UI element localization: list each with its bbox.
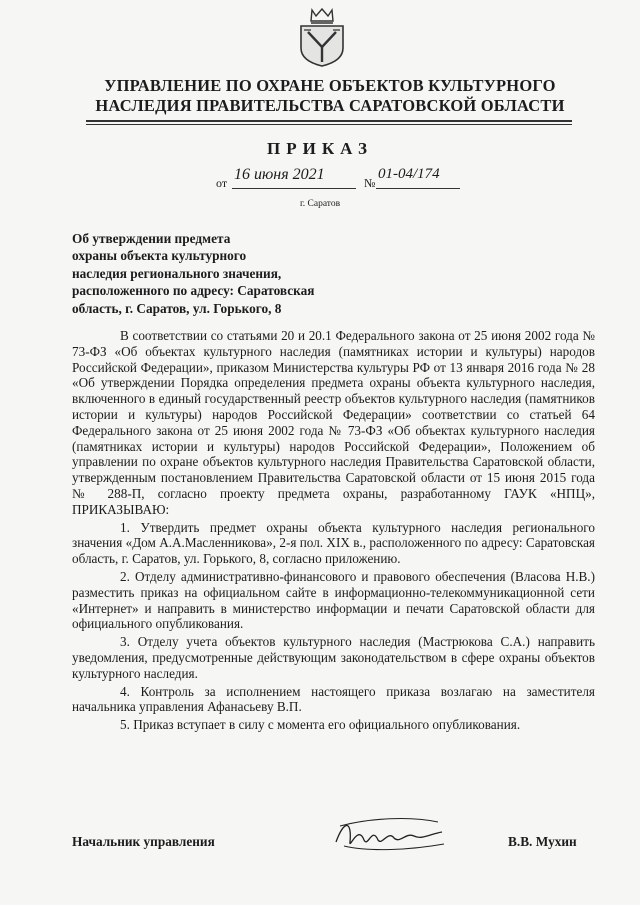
header-rule-thick — [86, 120, 572, 122]
organization-name-line-2: НАСЛЕДИЯ ПРАВИТЕЛЬСТВА САРАТОВСКОЙ ОБЛАСТИ — [95, 96, 565, 115]
preamble-paragraph: В соответствии со статьями 20 и 20.1 Федерального закона от 25 июня 2002 года № 73-ФЗ «Об объектах культурного наследия (памятниках истории и культуры) народов Российской Федерации», приказом Министерства культуры РФ от 13 января 2016 года № 28 «Об утверждении Порядка определения предмета охраны объекта культурного наследия, включенного в единый государственный реестр объектов культурного наследия (памятников истории и культуры) народов Российской Федерации» соответствии со статьей 64 Федерального закона от 25 июня 2002 года № 73-ФЗ «Об объектах культурного наследия (памятниках истории и культуры) народов Российской Федерации», Положением об управлении по охране объектов культурного наследия Правительства Саратовской области, утвержденным постановлением Правительства Саратовской области от 15 июня 2015 года № 288-П, согласно проекту предмета охраны, разработанному ГАУК «НПЦ», ПРИКАЗЫВАЮ: — [72, 328, 595, 517]
organization-name-line-1: УПРАВЛЕНИЕ ПО ОХРАНЕ ОБЪЕКТОВ КУЛЬТУРНОГО — [104, 76, 556, 95]
order-date-number-line — [214, 168, 474, 194]
organization-name — [60, 76, 600, 116]
subject-line: расположенного по адресу: Саратовская — [72, 283, 315, 299]
order-subject — [72, 230, 412, 317]
saratov-emblem-icon — [295, 6, 349, 68]
number-underline — [376, 188, 460, 189]
document-title: ПРИКАЗ — [267, 139, 373, 158]
order-body — [72, 328, 595, 735]
order-item-1: 1. Утвердить предмет охраны объекта культурного наследия регионального значения «Дом А.А.Масленникова», 2-я пол. XIX в., расположенного по адресу: Саратовская область, г. Саратов, ул. Горького, 8, согласно приложению. — [72, 519, 595, 567]
order-item-2: 2. Отделу административно-финансового и правового обеспечения (Власова Н.В.) разместить приказ на официальном сайте в информационно-телекоммуникационной сети «Интернет» и направить в министерство информации и печати Саратовской области для официального опубликования. — [72, 568, 595, 632]
date-prefix: от — [216, 176, 228, 190]
order-item-3: 3. Отделу учета объектов культурного наследия (Мастрюкова С.А.) направить уведомления, предусмотренные действующим законодательством в сфере охраны объектов культурного наследия. — [72, 634, 595, 681]
order-item-4: 4. Контроль за исполнением настоящего приказа возлагаю на заместителя начальника управления Афанасьеву В.П. — [72, 683, 595, 715]
date-underline — [232, 188, 356, 189]
header-rule-thin — [86, 124, 572, 125]
subject-line: охраны объекта культурного — [72, 248, 247, 264]
subject-line: Об утверждении предмета — [72, 231, 231, 246]
order-date: 16 июня 2021 — [234, 166, 325, 183]
subject-line: наследия регионального значения, — [72, 265, 282, 281]
signatory-name: В.В. Мухин — [508, 834, 577, 849]
city-label: г. Саратов — [299, 199, 341, 209]
subject-line: область, г. Саратов, ул. Горького, 8 — [72, 300, 282, 316]
order-number: 01-04/174 — [378, 166, 440, 182]
signatory-title: Начальник управления — [72, 834, 215, 849]
number-prefix: № — [364, 176, 376, 190]
handwritten-signature — [330, 812, 450, 858]
order-item-5: 5. Приказ вступает в силу с момента его официального опубликования. — [120, 717, 521, 733]
